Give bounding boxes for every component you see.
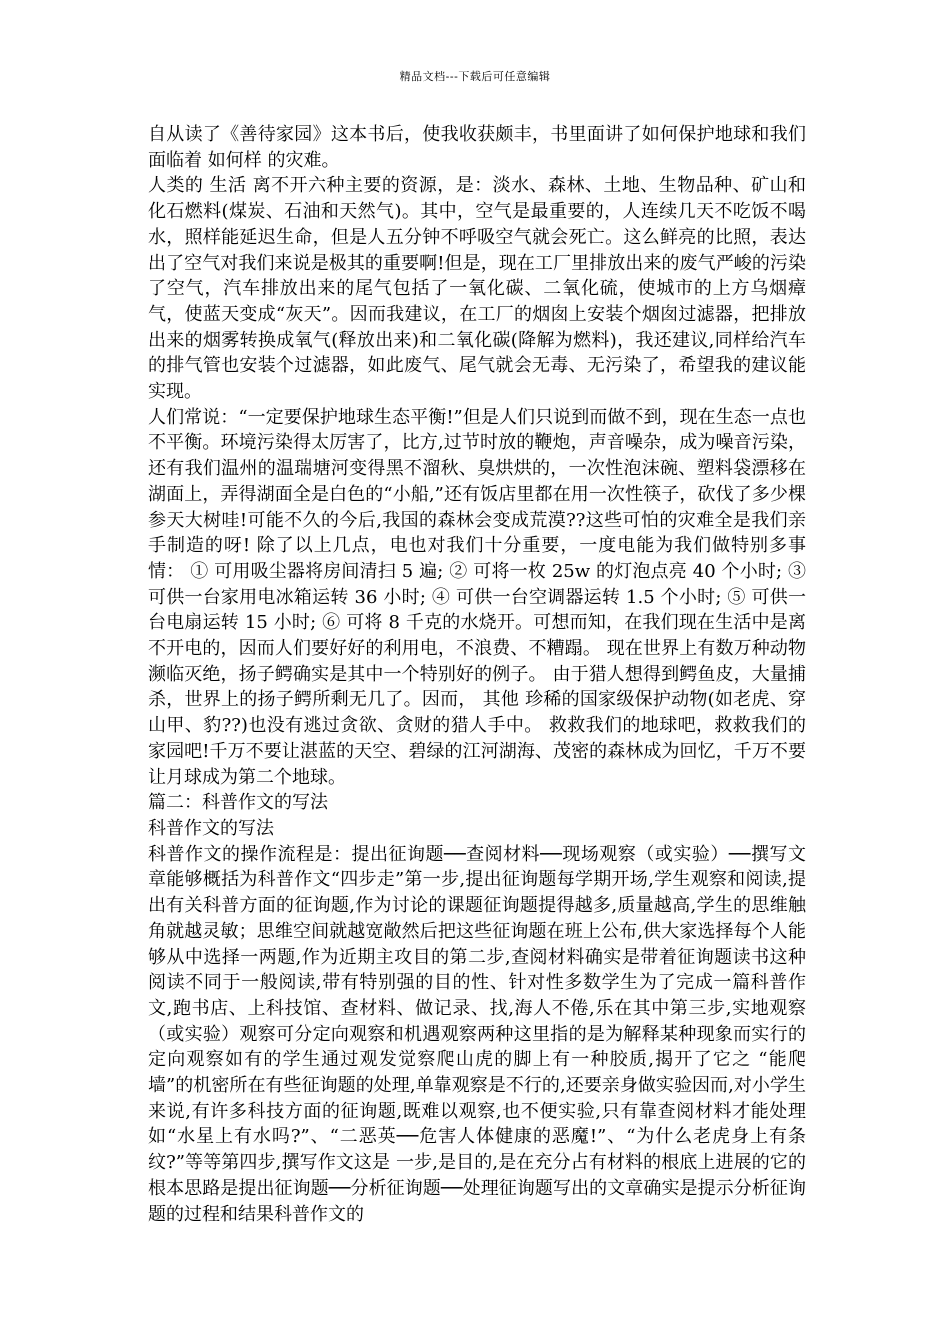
page-header: 精品文档---下载后可任意编辑	[399, 70, 551, 83]
paragraph-resources: 人类的 生活 离不开六种主要的资源，是：淡水、森林、土地、生物品种、矿山和化石燃料(煤炭、石油和天然气)。其中，空气是最重要的，人连续几天不吃饭不喝水，照样能延迟生命，但是人五分钟不呼吸空气就会死亡。这么鲜亮的比照，表达出了空气对我们来说是极其的重要啊!但是，现在工厂里排放出来的废气严峻的污染了空气，汽车排放出来的尾气包括了一氧化碳、二氧化硫，使城市的上方乌烟瘴气，使蓝天变成“灰天”。因而我建议，在工厂的烟囱上安装个烟囱过滤器，把排放出来的烟雾转换成氧气(释放出来)和二氧化碳(降解为燃料)，我还建议,同样给汽车的排气管也安装个过滤器，如此废气、尾气就会无毒、无污染了，希望我的建议能实现。	[148, 175, 806, 403]
paragraph-method: 科普作文的操作流程是：提出征询题──查阅材料──现场观察（或实验）──撰写文章能够概括为科普作文“四步走”第一步,提出征询题每学期开场,学生观察和阅读,提出有关科普方面的征询题,作为讨论的课题征询题提得越多,质量越高,学生的思维触角就越灵敏；思维空间就越宽敞然后把这些征询题在班上公布,供大家选择每个人能够从中选择一两题,作为近期主攻目的第二步,查阅材料确实是带着征询题读书这种阅读不同于一般阅读,带有特别强的目的性、针对性多数学生为了完成一篇科普作文,跑书店、上科技馆、查材料、做记录、找,海人不倦,乐在其中第三步,实地观察（或实验）观察可分定向观察和机遇观察两种这里指的是为解释某种现象而实行的定向观察如有的学生通过观发觉察爬山虎的脚上有一种胶质,揭开了它之 “能爬墙”的机密所在有些征询题的处理,单靠观察是不行的,还要亲身做实验因而,对小学生来说,有许多科技方面的征询题,既难以观察,也不便实验,只有靠查阅材料才能处理如“水星上有水吗?”、“二恶英──危害人体健康的恶魔!”、“为什么老虎身上有条纹?”等等第四步,撰写作文这是 一步,是目的,是在充分占有材料的根底上进展的它的根本思路是提出征询题──分析征询题──处理征询题写出的文章确实是提示分析征询题的过程和结果科普作文的	[148, 843, 806, 1225]
paragraph-ecology: 人们常说：“一定要保护地球生态平衡!”但是人们只说到而做不到，现在生态一点也不平衡。环境污染得太厉害了，比方,过节时放的鞭炮，声音噪杂，成为噪音污染，还有我们温州的温瑞塘河变得黑不溜秋、臭烘烘的，一次性泡沫碗、塑料袋漂移在湖面上，弄得湖面全是白色的“小船,”还有饭店里都在用一次性筷子，砍伐了多少棵参天大树哇!可能不久的今后,我国的森林会变成荒漠??这些可怕的灾难全是我们亲手制造的呀! 除了以上几点，电也对我们十分重要，一度电能为我们做特别多事情： ① 可用吸尘器将房间清扫 5 遍; ② 可将一枚 25w 的灯泡点亮 40 个小时; ③ 可供一台家用电冰箱运转 36 小时; ④ 可供一台空调器运转 1.5 个小时; ⑤ 可供一台电扇运转 15 小时; ⑥ 可将 8 千克的水烧开。可想而知，在我们现在生活中是离不开电的，因而人们要好好的利用电，不浪费、不糟蹋。 现在世界上有数万种动物濒临灭绝，扬子鳄确实是其中一个特别好的例子。 由于猎人想得到鳄鱼皮，大量捕杀，世界上的扬子鳄所剩无几了。因而， 其他 珍稀的国家级保护动物(如老虎、穿山甲、豹??)也没有逃过贪欲、贪财的猎人手中。 救救我们的地球吧，救救我们的家园吧!千万不要让湛蓝的天空、碧绿的江河湖海、茂密的森林成为回忆，千万不要让月球成为第二个地球。	[148, 406, 806, 788]
document-body	[148, 122, 806, 1227]
section-heading: 篇二：科普作文的写法	[148, 792, 328, 814]
paragraph-intro: 自从读了《善待家园》这本书后，使我收获颇丰，书里面讲了如何保护地球和我们面临着 如何样 的灾难。	[148, 124, 806, 171]
section-title: 科普作文的写法	[148, 817, 274, 839]
